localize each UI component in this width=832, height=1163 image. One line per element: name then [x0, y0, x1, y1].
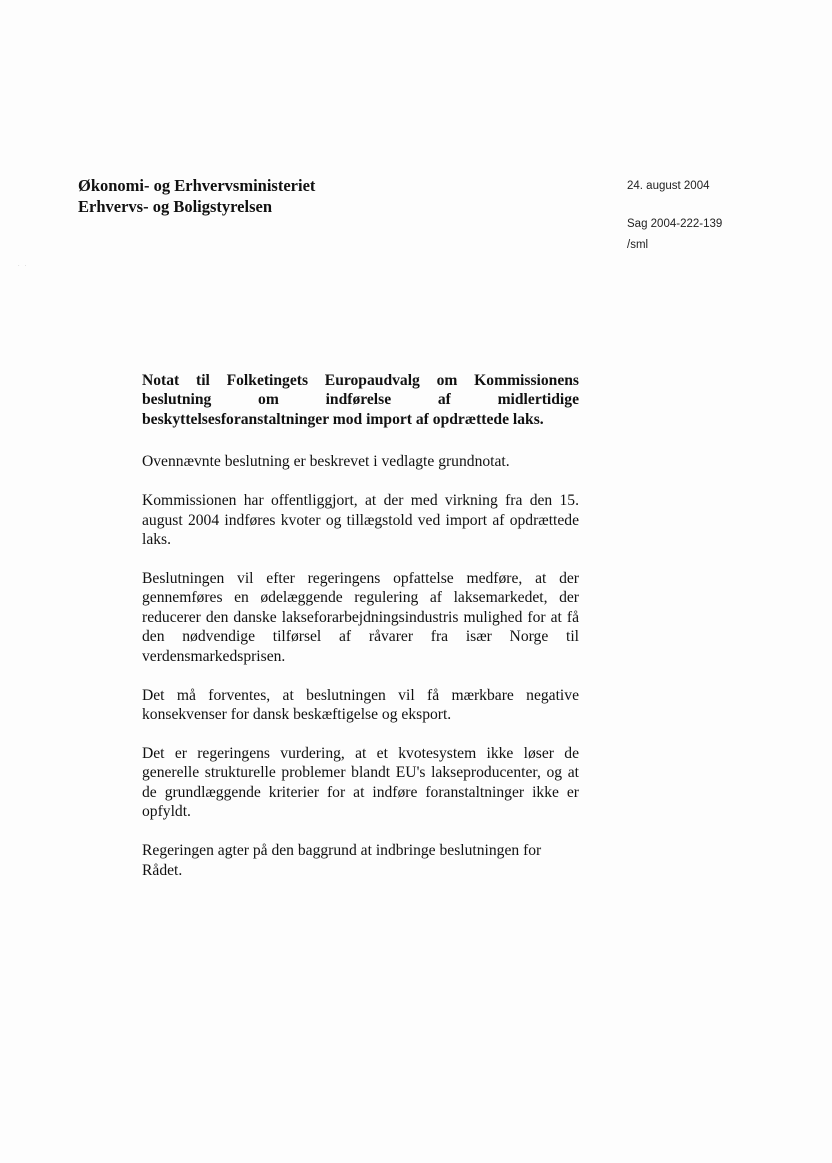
paragraph: Det må forventes, at beslutningen vil få mærkbare negative konsekvenser for dansk beskæftigelse og eksport.	[142, 686, 579, 724]
author-initials: /sml	[627, 239, 649, 251]
paragraph: Ovennævnte beslutning er beskrevet i vedlagte grundnotat.	[142, 453, 510, 471]
memo-title: Notat til Folketingets Europaudvalg om Kommissionens beslutning om indførelse af midlertidige beskyttelsesforanstaltninger mod import af opdrættede laks.	[142, 372, 579, 428]
ministry-name: Økonomi- og Erhvervsministeriet	[78, 176, 316, 195]
case-number: Sag 2004-222-139	[627, 218, 723, 230]
paragraph: Kommissionen har offentliggjort, at der med virkning fra den 15. august 2004 indføres kvoter og tillægstold ved import af opdrættede laks.	[142, 492, 579, 549]
ministry-header	[78, 175, 315, 217]
paragraph: Det er regeringens vurdering, at et kvotesystem ikke løser de generelle strukturelle problemer blandt EU's lakseproducenter, og at de grundlæggende kriterier for at indføre foranstaltninger ikke er opfyldt.	[142, 745, 579, 821]
paragraph: Beslutningen vil efter regeringens opfattelse medføre, at der gennemføres en ødelæggende regulering af laksemarkedet, der reducerer den danske lakseforarbejdningsindustris mulighed for at få den nødvendige tilførsel af råvarer fra især Norge til verdensmarkedsprisen.	[142, 570, 579, 665]
scan-speck: · ·	[18, 264, 29, 269]
paragraph: Regeringen agter på den baggrund at indbringe beslutningen for Rådet.	[142, 842, 542, 879]
memo-body	[142, 371, 579, 880]
agency-name: Erhvervs- og Boligstyrelsen	[78, 197, 273, 216]
document-date: 24. august 2004	[627, 180, 710, 192]
document-meta	[627, 179, 722, 252]
